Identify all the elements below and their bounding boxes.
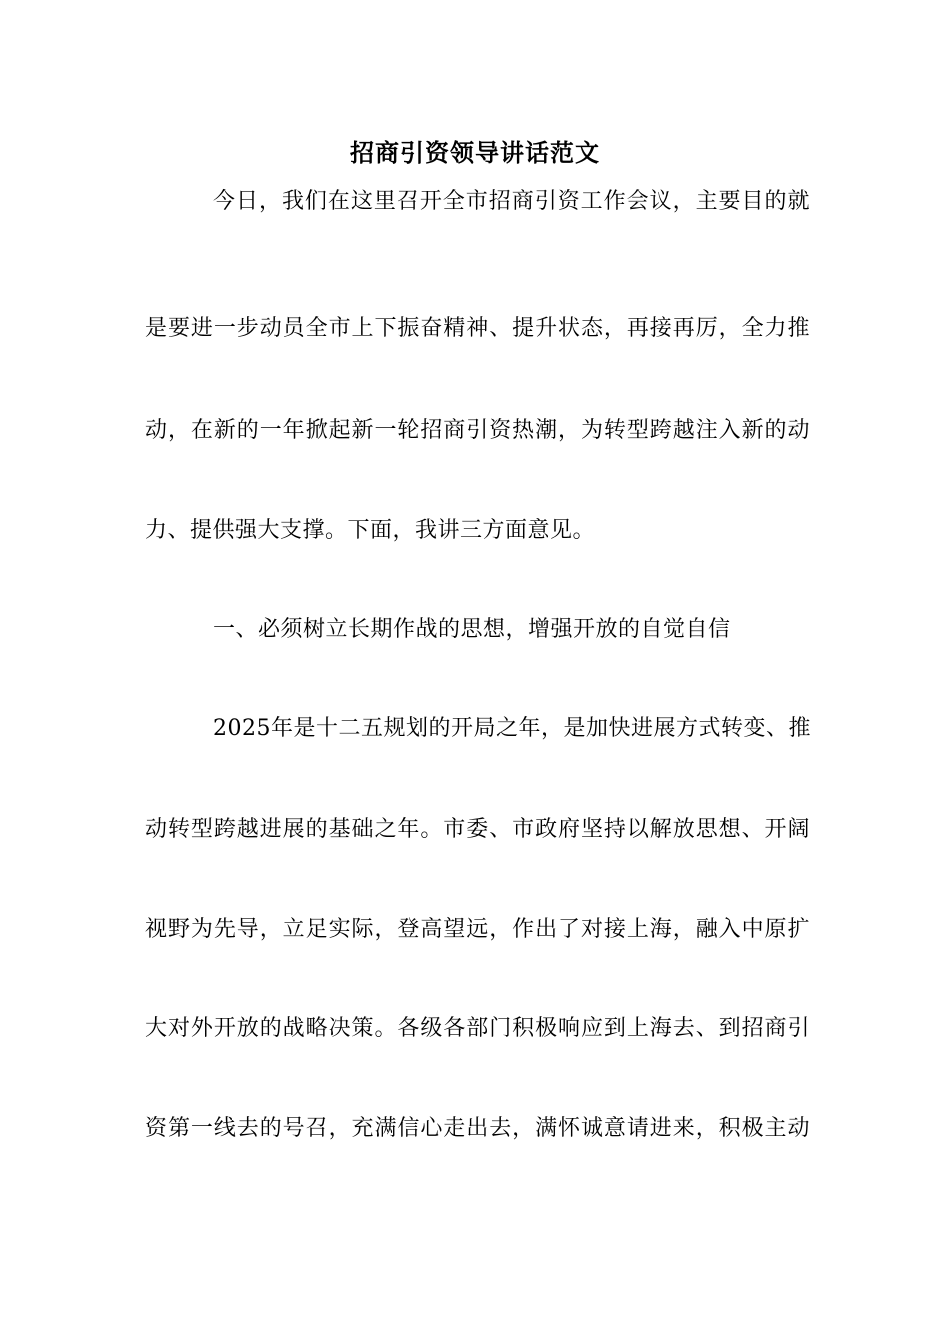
paragraph-line: 动转型跨越进展的基础之年。市委、市政府坚持以解放思想、开阔 <box>145 817 810 842</box>
paragraph-line: 是要进一步动员全市上下振奋精神、提升状态，再接再厉，全力推 <box>145 316 810 341</box>
paragraph-line: 力、提供强大支撑。下面，我讲三方面意见。 <box>145 518 596 543</box>
document-title: 招商引资领导讲话范文 <box>350 138 600 167</box>
paragraph-line: 2025年是十二五规划的开局之年，是加快进展方式转变、推 <box>213 716 811 741</box>
paragraph-line: 今日，我们在这里召开全市招商引资工作会议，主要目的就 <box>213 189 810 214</box>
paragraph-line: 视野为先导，立足实际，登高望远，作出了对接上海，融入中原扩 <box>145 917 810 942</box>
paragraph-line: 资第一线去的号召，充满信心走出去，满怀诚意请进来，积极主动 <box>145 1116 810 1141</box>
paragraph-line: 动，在新的一年掀起新一轮招商引资热潮，为转型跨越注入新的动 <box>145 418 810 443</box>
paragraph-line: 大对外开放的战略决策。各级各部门积极响应到上海去、到招商引 <box>145 1016 810 1041</box>
section-heading: 一、必须树立长期作战的思想，增强开放的自觉自信 <box>213 617 731 642</box>
